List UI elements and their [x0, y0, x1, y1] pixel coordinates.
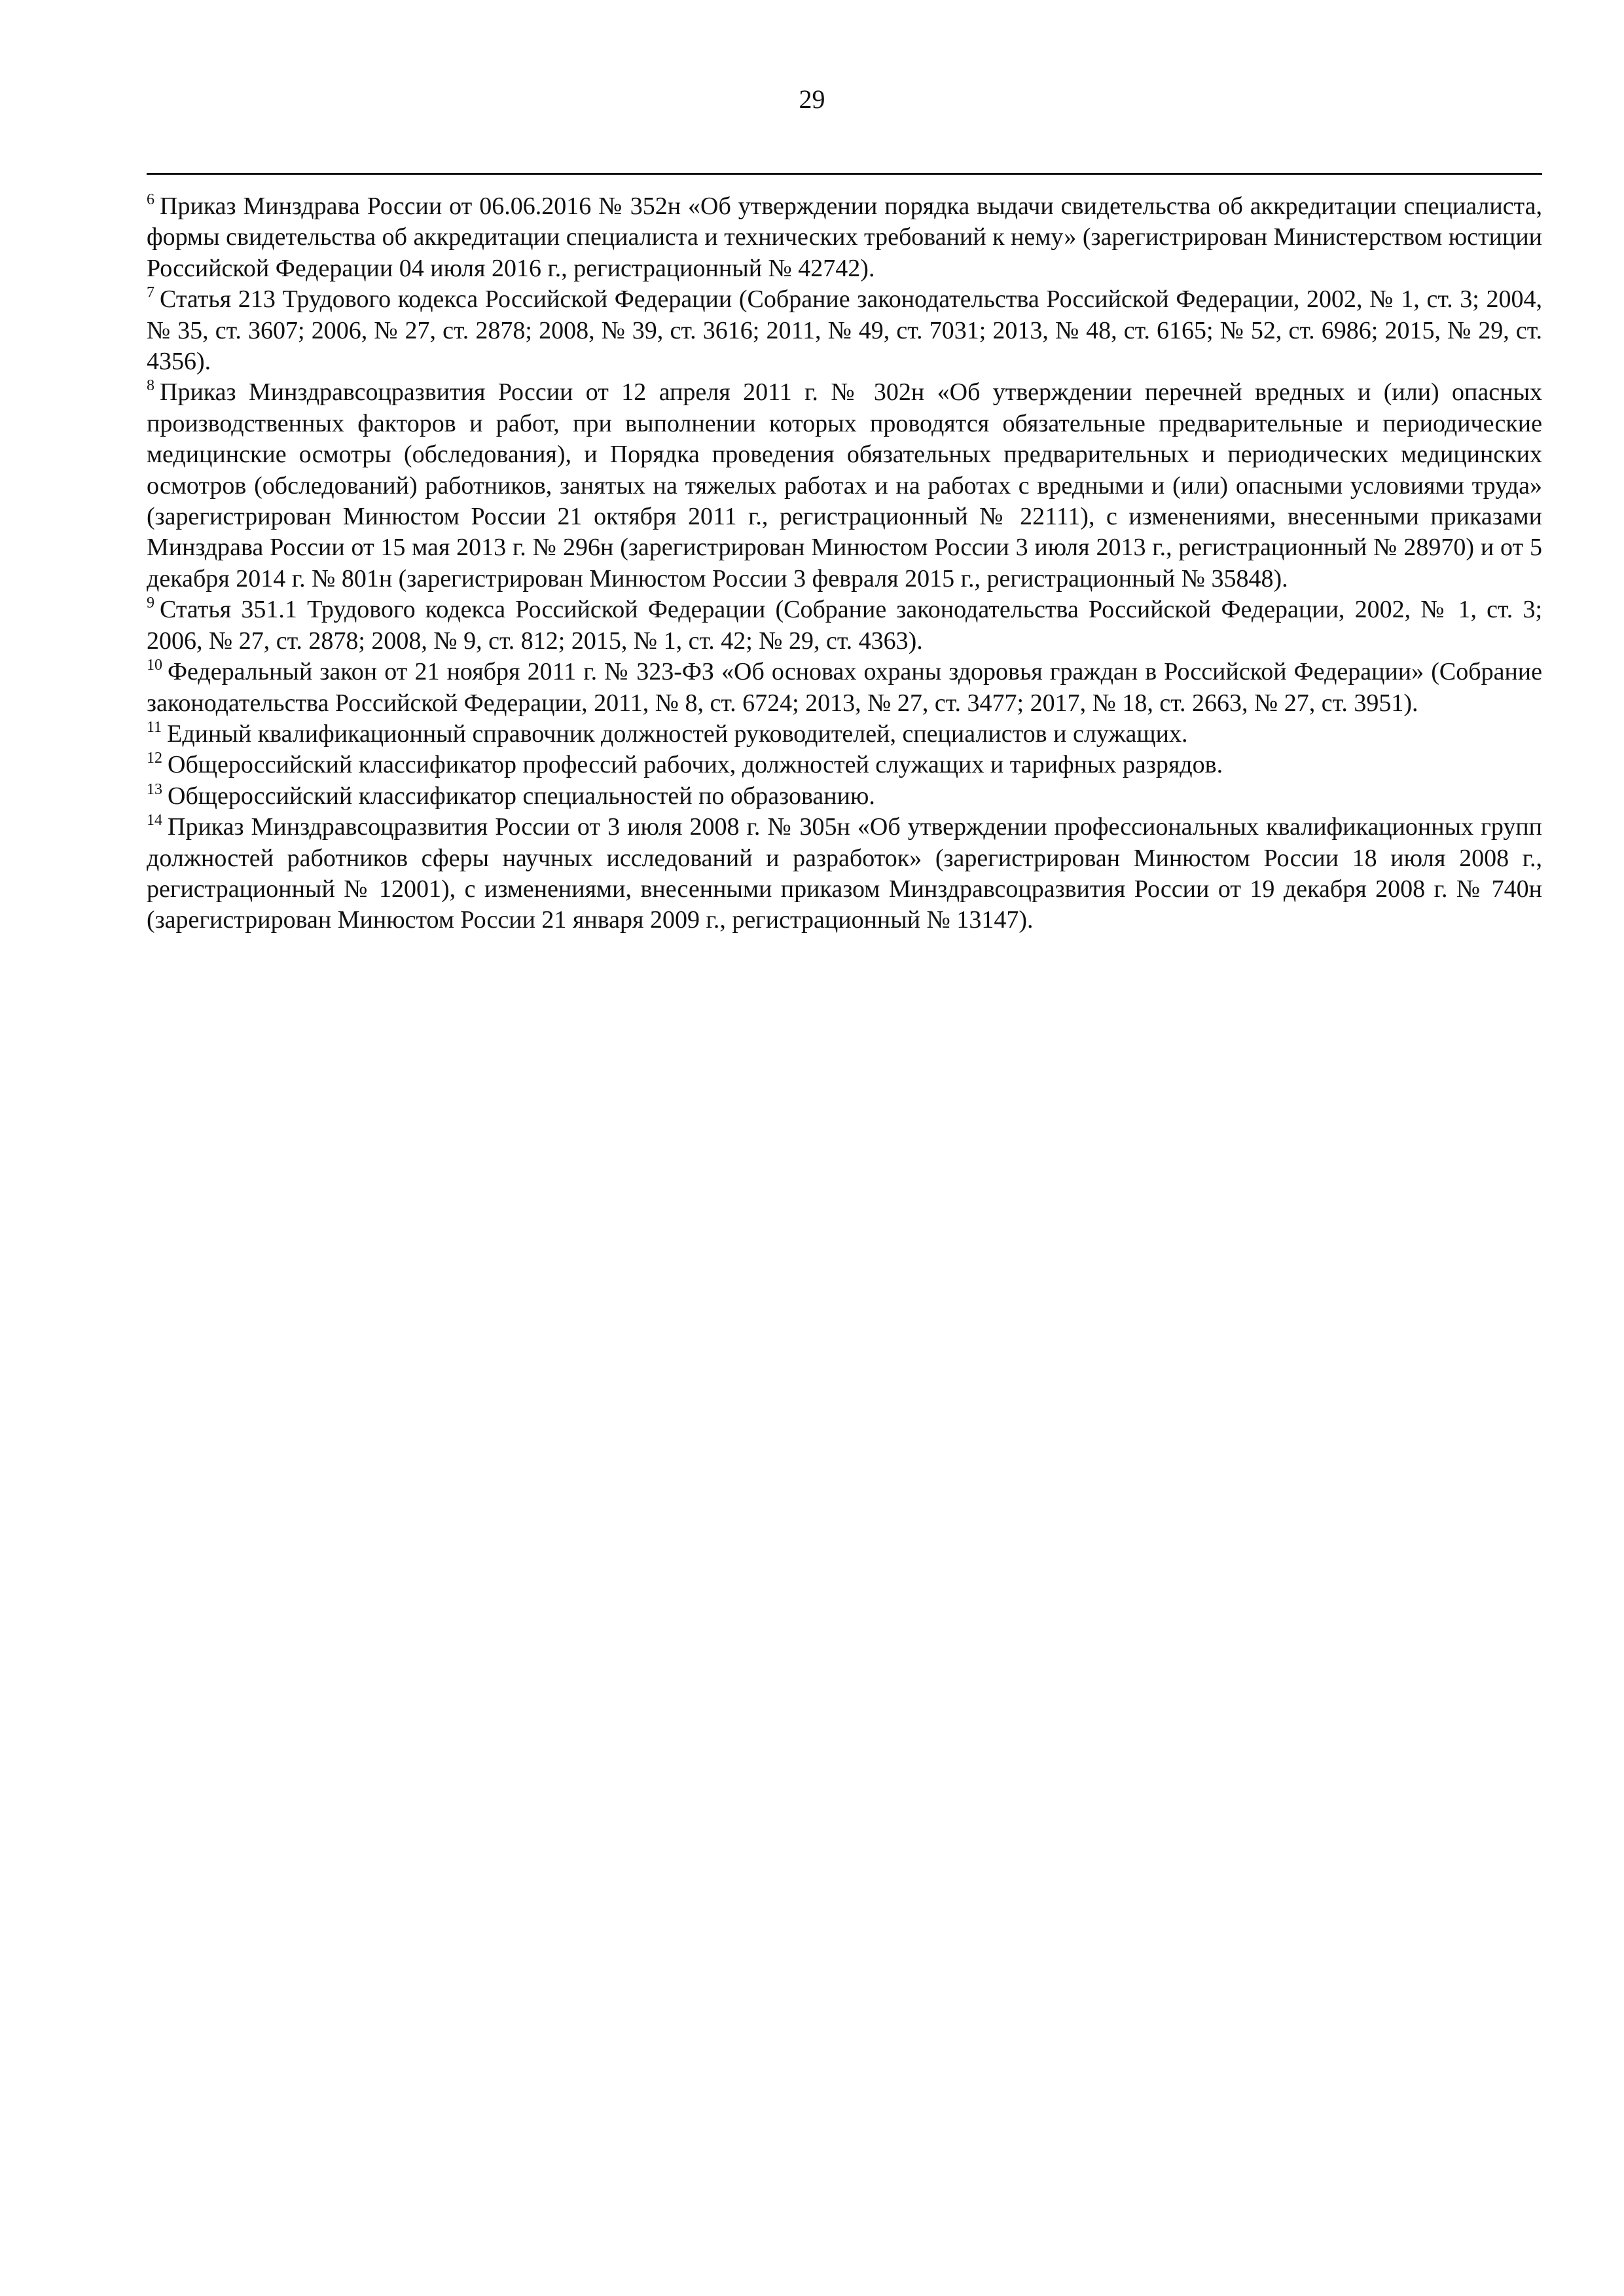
footnote-9: [147, 594, 1542, 657]
footnote-13: [147, 781, 1542, 812]
footnote-marker: 10: [147, 657, 162, 674]
footnotes-section: [147, 191, 1542, 936]
page-number: 29: [799, 84, 825, 114]
footnote-text: Общероссийский классификатор специальностей по образованию.: [168, 782, 875, 810]
footnote-text: Общероссийский классификатор профессий рабочих, должностей служащих и тарифных разрядов.: [168, 751, 1223, 779]
footnote-text: Приказ Минздрава России от 06.06.2016 № 352н «Об утверждении порядка выдачи свидетельства об аккредитации специалиста, формы свидетельства об аккредитации специалиста и технических требований к нему» (зарегистрирован Министерством юстиции Российской Федерации 04 июля 2016 г., регистрационный № 42742).: [147, 192, 1542, 282]
footnote-12: [147, 750, 1542, 780]
footnote-6: [147, 191, 1542, 284]
footnote-11: [147, 719, 1542, 750]
footnote-7: [147, 284, 1542, 377]
footnote-marker: 9: [147, 594, 154, 612]
footnote-marker: 11: [147, 718, 162, 736]
footnote-marker: 7: [147, 284, 154, 302]
footnote-text: Статья 213 Трудового кодекса Российской Федерации (Собрание законодательства Российской Федерации, 2002, № 1, ст. 3; 2004, № 35, ст. 3607; 2006, № 27, ст. 2878; 2008, № 39, ст. 3616; 2011, № 49, ст. 7031; 2013, № 48, ст. 6165; № 52, ст. 6986; 2015, № 29, ст. 4356).: [147, 285, 1542, 376]
footnote-marker: 12: [147, 750, 162, 767]
footnote-marker: 14: [147, 812, 162, 829]
footnote-14: [147, 812, 1542, 936]
footnote-text: Приказ Минздравсоцразвития России от 12 апреля 2011 г. № 302н «Об утверждении перечней вредных и (или) опасных производственных факторов и работ, при выполнении которых проводятся обязательные предварительные и периодические медицинские осмотры (обследования), и Порядка проведения обязательных предварительных и периодических медицинских осмотров (обследований) работников, занятых на тяжелых работах и на работах с вредными и (или) опасными условиями труда» (зарегистрирован Минюстом России 21 октября 2011 г., регистрационный № 22111), с изменениями, внесенными приказами Минздрава России от 15 мая 2013 г. № 296н (зарегистрирован Минюстом России 3 июля 2013 г., регистрационный № 28970) и от 5 декабря 2014 г. № 801н (зарегистрирован Минюстом России 3 февраля 2015 г., регистрационный № 35848).: [147, 378, 1542, 592]
footnote-10: [147, 657, 1542, 719]
footnote-text: Единый квалификационный справочник должностей руководителей, специалистов и служащих.: [167, 720, 1188, 748]
footnote-marker: 6: [147, 191, 154, 208]
footnote-text: Приказ Минздравсоцразвития России от 3 июля 2008 г. № 305н «Об утверждении профессиональных квалификационных групп должностей работников сферы научных исследований и разработок» (зарегистрирован Минюстом России 18 июля 2008 г., регистрационный № 12001), с изменениями, внесенными приказом Минздравсоцразвития России от 19 декабря 2008 г. № 740н (зарегистрирован Минюстом России 21 января 2009 г., регистрационный № 13147).: [147, 813, 1542, 934]
footnote-text: Статья 351.1 Трудового кодекса Российской Федерации (Собрание законодательства Российской Федерации, 2002, № 1, ст. 3; 2006, № 27, ст. 2878; 2008, № 9, ст. 812; 2015, № 1, ст. 42; № 29, ст. 4363).: [147, 596, 1542, 655]
footnote-text: Федеральный закон от 21 ноября 2011 г. № 323-ФЗ «Об основах охраны здоровья граждан в Российской Федерации» (Собрание законодательства Российской Федерации, 2011, № 8, ст. 6724; 2013, № 27, ст. 3477; 2017, № 18, ст. 2663, № 27, ст. 3951).: [147, 658, 1542, 717]
footnote-8: [147, 377, 1542, 594]
footnote-marker: 13: [147, 780, 162, 798]
footnote-marker: 8: [147, 377, 154, 395]
footnote-separator: [147, 173, 1542, 175]
